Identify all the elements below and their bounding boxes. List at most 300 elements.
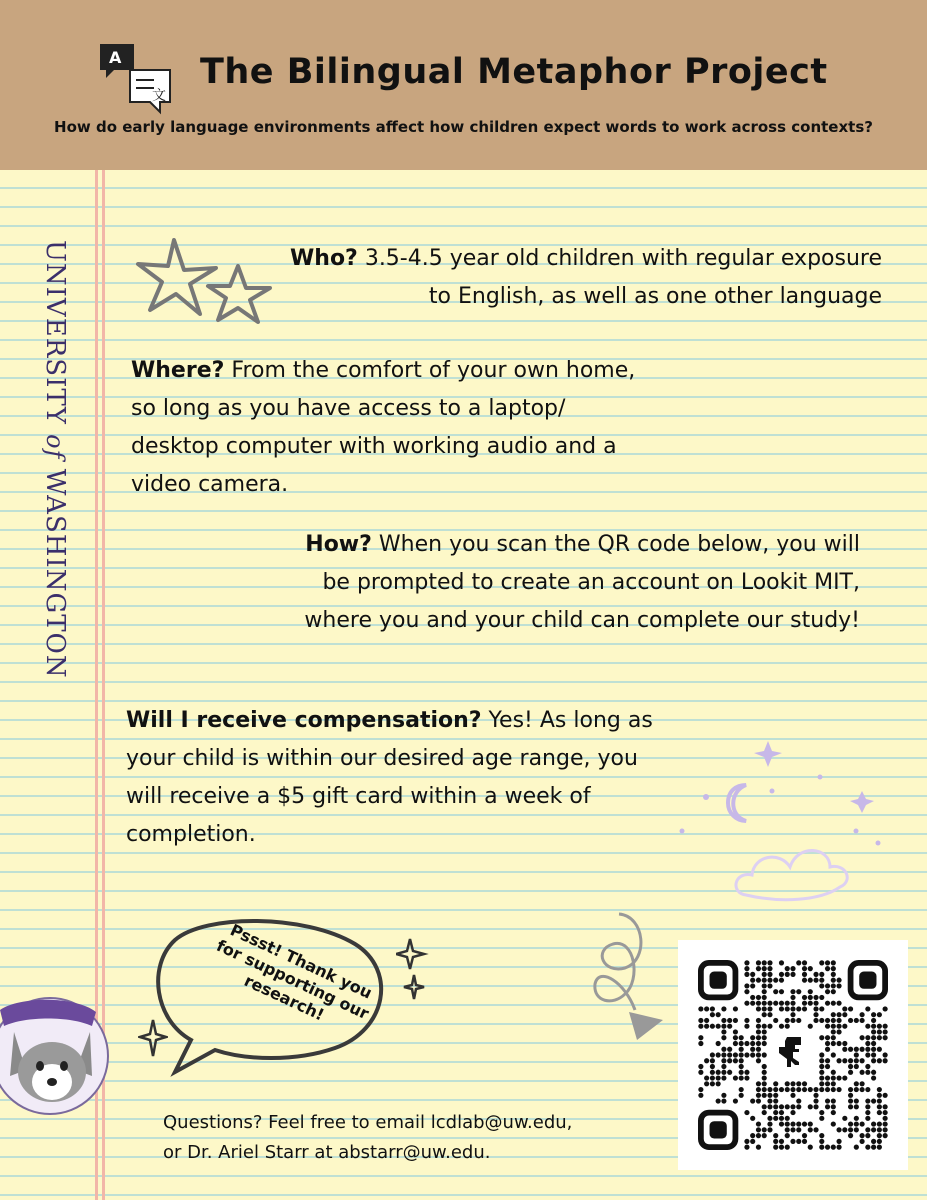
qr-module	[802, 1001, 807, 1006]
qr-module	[762, 960, 767, 965]
qr-module	[704, 1075, 709, 1080]
qr-module	[836, 1029, 841, 1034]
qr-module	[871, 1052, 876, 1057]
qr-module	[762, 983, 767, 988]
qr-module	[790, 1122, 795, 1127]
qr-module	[819, 983, 824, 988]
qr-module	[854, 1087, 859, 1092]
qr-module	[744, 1024, 749, 1029]
qr-module	[831, 1087, 836, 1092]
qr-module	[762, 1127, 767, 1132]
qr-module	[819, 1006, 824, 1011]
qr-module	[854, 1047, 859, 1052]
moon-icon	[728, 785, 746, 821]
qr-module	[750, 1001, 755, 1006]
qr-module	[825, 1098, 830, 1103]
qr-module	[883, 1122, 888, 1127]
qr-module	[842, 1127, 847, 1132]
qr-module	[756, 960, 761, 965]
qr-module	[825, 1035, 830, 1040]
qr-module	[865, 1006, 870, 1011]
qr-module	[773, 1145, 778, 1150]
qr-module	[871, 1070, 876, 1075]
qr-module	[796, 989, 801, 994]
qr-module	[877, 1047, 882, 1052]
qr-module	[802, 1081, 807, 1086]
qr-module	[831, 978, 836, 983]
qr-module	[842, 1024, 847, 1029]
qr-module	[744, 1070, 749, 1075]
qr-module	[871, 1075, 876, 1080]
qr-module	[883, 1110, 888, 1115]
qr-module	[865, 1133, 870, 1138]
qr-module	[721, 1006, 726, 1011]
qr-module	[727, 1052, 732, 1057]
qr-module	[698, 1093, 703, 1098]
qr-module	[819, 1145, 824, 1150]
qr-module	[848, 1087, 853, 1092]
qr-module	[883, 1133, 888, 1138]
qr-module	[871, 1139, 876, 1144]
qr-module	[883, 1127, 888, 1132]
qr-module	[796, 960, 801, 965]
qr-module	[739, 1087, 744, 1092]
qr-module	[756, 1024, 761, 1029]
qr-module	[785, 1116, 790, 1121]
qr-module	[871, 1058, 876, 1063]
qr-module	[756, 1001, 761, 1006]
qr-module	[733, 1058, 738, 1063]
qr-module	[842, 1012, 847, 1017]
qr-module	[744, 1139, 749, 1144]
qr-module	[767, 978, 772, 983]
qr-module	[813, 1001, 818, 1006]
qr-module	[796, 1104, 801, 1109]
qr-module	[825, 1075, 830, 1080]
qr-module	[796, 1139, 801, 1144]
qr-module	[767, 1012, 772, 1017]
qr-module	[860, 1133, 865, 1138]
qr-module	[819, 1081, 824, 1086]
university-label	[20, 240, 70, 730]
qr-module	[756, 1018, 761, 1023]
qr-module	[819, 1139, 824, 1144]
qr-module	[871, 1035, 876, 1040]
qr-module	[877, 1093, 882, 1098]
qr-module	[819, 1087, 824, 1092]
qr-module	[808, 966, 813, 971]
qr-module	[848, 1070, 853, 1075]
qr-module	[779, 1001, 784, 1006]
qr-module	[831, 1029, 836, 1034]
qr-module	[756, 1098, 761, 1103]
qr-module	[883, 1035, 888, 1040]
qr-module	[831, 1052, 836, 1057]
qr-module	[750, 1047, 755, 1052]
qr-module	[762, 1104, 767, 1109]
qr-module	[750, 1139, 755, 1144]
qr-module	[865, 1098, 870, 1103]
qr-module	[831, 1024, 836, 1029]
qr-module	[744, 1052, 749, 1057]
qr-module	[831, 1110, 836, 1115]
qr-module	[877, 1110, 882, 1115]
qr-module	[802, 995, 807, 1000]
qr-module	[790, 1018, 795, 1023]
qr-module	[802, 1122, 807, 1127]
qr-module	[710, 1064, 715, 1069]
qr-code[interactable]	[678, 940, 908, 1170]
qr-module	[762, 1001, 767, 1006]
qr-module	[848, 1006, 853, 1011]
qr-module	[750, 983, 755, 988]
qr-module	[825, 1018, 830, 1023]
qr-module	[785, 1006, 790, 1011]
qr-module	[704, 1006, 709, 1011]
qr-module	[802, 978, 807, 983]
svg-text:A: A	[109, 48, 122, 67]
sparkle-icon	[138, 1018, 168, 1058]
qr-module	[756, 1052, 761, 1057]
qr-module	[854, 1064, 859, 1069]
qr-module	[756, 1047, 761, 1052]
qr-module	[871, 1018, 876, 1023]
qr-module	[825, 1001, 830, 1006]
qr-module	[836, 1075, 841, 1080]
qr-module	[721, 1058, 726, 1063]
qr-module	[756, 1081, 761, 1086]
qr-module	[762, 1006, 767, 1011]
qr-module	[721, 1035, 726, 1040]
qr-module	[802, 1006, 807, 1011]
qr-module	[790, 989, 795, 994]
qr-module	[836, 1018, 841, 1023]
cloud-icon	[736, 850, 847, 899]
university-of: of	[41, 434, 69, 460]
qr-module	[813, 1012, 818, 1017]
qr-module	[871, 1012, 876, 1017]
qr-module	[825, 1064, 830, 1069]
qr-module	[819, 1018, 824, 1023]
qr-module	[813, 1104, 818, 1109]
qr-module	[744, 1001, 749, 1006]
qr-module	[831, 966, 836, 971]
qr-code-card[interactable]	[678, 940, 908, 1170]
qr-module	[813, 1087, 818, 1092]
qr-module	[773, 1104, 778, 1109]
qr-module	[865, 1064, 870, 1069]
qr-module	[831, 1122, 836, 1127]
qr-module	[813, 1093, 818, 1098]
qr-module	[848, 1122, 853, 1127]
qr-module	[854, 1018, 859, 1023]
qr-module	[871, 1029, 876, 1034]
qr-module	[860, 1087, 865, 1092]
qr-module	[698, 1087, 703, 1092]
qr-module	[854, 1116, 859, 1121]
qr-module	[704, 1024, 709, 1029]
where-section	[131, 352, 651, 504]
qr-module	[865, 1104, 870, 1109]
qr-module	[865, 1047, 870, 1052]
qr-module	[739, 1041, 744, 1046]
qr-module	[831, 1012, 836, 1017]
qr-module	[842, 1058, 847, 1063]
qr-module	[756, 1087, 761, 1092]
qr-module	[756, 1122, 761, 1127]
qr-module	[796, 1006, 801, 1011]
qr-module	[744, 1145, 749, 1150]
qr-module	[767, 1093, 772, 1098]
qr-module	[836, 1127, 841, 1132]
qr-module	[785, 1145, 790, 1150]
qr-module	[779, 1116, 784, 1121]
qr-module	[733, 1006, 738, 1011]
qr-module	[825, 1058, 830, 1063]
qr-module	[796, 1127, 801, 1132]
qr-module	[739, 1064, 744, 1069]
qr-module	[819, 1035, 824, 1040]
qr-module	[750, 1052, 755, 1057]
qr-module	[860, 1018, 865, 1023]
qr-module	[883, 1104, 888, 1109]
compensation-text: Yes! As long as your child is within our desired age range, you will receive a $5 gift card within a week of completion.	[126, 708, 653, 847]
qr-module	[865, 1087, 870, 1092]
qr-module	[785, 1127, 790, 1132]
qr-module	[785, 1087, 790, 1092]
qr-module	[727, 1018, 732, 1023]
qr-module	[796, 1081, 801, 1086]
where-text: From the comfort of your own home, so long as you have access to a laptop/ desktop computer with working audio and a video camera.	[131, 358, 636, 497]
qr-module	[785, 1024, 790, 1029]
qr-module	[710, 1081, 715, 1086]
qr-module	[802, 1133, 807, 1138]
qr-module	[698, 1070, 703, 1075]
qr-module	[767, 1087, 772, 1092]
qr-module	[871, 1122, 876, 1127]
qr-module	[727, 1047, 732, 1052]
dinosaur-icon	[779, 1037, 801, 1067]
qr-module	[854, 1104, 859, 1109]
qr-module	[877, 1122, 882, 1127]
qr-module	[854, 1098, 859, 1103]
qr-module	[750, 1035, 755, 1040]
qr-module	[854, 1058, 859, 1063]
svg-text:文: 文	[152, 88, 166, 104]
qr-module	[716, 1052, 721, 1057]
qr-module	[785, 1081, 790, 1086]
qr-module	[819, 972, 824, 977]
qr-module	[779, 1110, 784, 1115]
qr-module	[744, 960, 749, 965]
qr-module	[790, 1001, 795, 1006]
qr-module	[883, 1058, 888, 1063]
qr-module	[865, 1070, 870, 1075]
qr-module	[750, 1133, 755, 1138]
qr-module	[756, 995, 761, 1000]
qr-module	[825, 983, 830, 988]
qr-module	[721, 1070, 726, 1075]
qr-module	[727, 1024, 732, 1029]
qr-module	[750, 1116, 755, 1121]
qr-module	[739, 1093, 744, 1098]
qr-module	[831, 983, 836, 988]
moon-cloud-doodle	[670, 735, 890, 910]
qr-module	[721, 1047, 726, 1052]
qr-module	[865, 1110, 870, 1115]
qr-module	[739, 1047, 744, 1052]
qr-module	[773, 1018, 778, 1023]
qr-module	[744, 983, 749, 988]
qr-module	[842, 1047, 847, 1052]
qr-module	[819, 1133, 824, 1138]
qr-module	[825, 1145, 830, 1150]
qr-module	[802, 966, 807, 971]
qr-module	[744, 972, 749, 977]
qr-module	[785, 966, 790, 971]
qr-module	[710, 1024, 715, 1029]
qr-module	[744, 1041, 749, 1046]
qr-module	[819, 1070, 824, 1075]
qr-module	[733, 1075, 738, 1080]
qr-module	[883, 1024, 888, 1029]
qr-module	[704, 1058, 709, 1063]
qr-module	[825, 966, 830, 971]
qr-module	[865, 1052, 870, 1057]
qr-module	[710, 1052, 715, 1057]
qr-module	[819, 1110, 824, 1115]
qr-module	[756, 966, 761, 971]
qr-module	[802, 1139, 807, 1144]
qr-module	[756, 1093, 761, 1098]
qr-module	[704, 1081, 709, 1086]
qr-module	[865, 1024, 870, 1029]
qr-module	[836, 1145, 841, 1150]
qr-module	[721, 1098, 726, 1103]
qr-module	[848, 1104, 853, 1109]
qr-module	[836, 1139, 841, 1144]
qr-module	[808, 1104, 813, 1109]
qr-module	[860, 1058, 865, 1063]
qr-module	[767, 1127, 772, 1132]
qr-module	[831, 1081, 836, 1086]
qr-module	[836, 1012, 841, 1017]
qr-module	[883, 1093, 888, 1098]
qr-module	[773, 978, 778, 983]
qr-module	[762, 1081, 767, 1086]
qr-module	[756, 1133, 761, 1138]
qr-module	[785, 972, 790, 977]
qr-module	[779, 1139, 784, 1144]
qr-module	[854, 1081, 859, 1086]
qr-module	[877, 1127, 882, 1132]
qr-module	[779, 1087, 784, 1092]
qr-module	[877, 1098, 882, 1103]
qr-module	[808, 1145, 813, 1150]
qr-module	[762, 972, 767, 977]
qr-module	[704, 1018, 709, 1023]
qr-module	[854, 1145, 859, 1150]
qr-module	[865, 1127, 870, 1132]
qr-module	[877, 1145, 882, 1150]
qr-module	[831, 972, 836, 977]
qr-module	[848, 1064, 853, 1069]
qr-module	[883, 1052, 888, 1057]
qr-module	[750, 1041, 755, 1046]
qr-module	[698, 1018, 703, 1023]
qr-module	[831, 1035, 836, 1040]
qr-module	[762, 978, 767, 983]
qr-module	[865, 1041, 870, 1046]
qr-module	[767, 1098, 772, 1103]
qr-module	[808, 978, 813, 983]
qr-module	[877, 1012, 882, 1017]
qr-module	[877, 1035, 882, 1040]
qr-module	[831, 1098, 836, 1103]
qr-module	[698, 1006, 703, 1011]
bubble-text: Pssst! Thank you for supporting our research!	[213, 920, 375, 1025]
qr-module	[831, 1001, 836, 1006]
qr-module	[727, 1070, 732, 1075]
qr-module	[721, 1064, 726, 1069]
qr-module	[813, 1006, 818, 1011]
qr-module	[727, 1058, 732, 1063]
qr-module	[790, 995, 795, 1000]
qr-module	[721, 1018, 726, 1023]
qr-module	[790, 1012, 795, 1017]
qr-module	[860, 1122, 865, 1127]
qr-module	[819, 1064, 824, 1069]
qr-module	[825, 1081, 830, 1086]
qr-module	[744, 1018, 749, 1023]
qr-module	[808, 995, 813, 1000]
qr-module	[762, 1093, 767, 1098]
qr-module	[854, 1052, 859, 1057]
qr-module	[831, 1075, 836, 1080]
qr-module	[842, 1075, 847, 1080]
how-label: How?	[305, 532, 372, 557]
qr-module	[819, 1052, 824, 1057]
contact-line-2: or Dr. Ariel Starr at abstarr@uw.edu.	[163, 1142, 491, 1163]
qr-module	[877, 1133, 882, 1138]
qr-module	[756, 1127, 761, 1132]
qr-module	[779, 960, 784, 965]
qr-module	[767, 1024, 772, 1029]
qr-module	[739, 1075, 744, 1080]
qr-module	[767, 1122, 772, 1127]
qr-module	[790, 1104, 795, 1109]
qr-module	[716, 1070, 721, 1075]
qr-module	[721, 1029, 726, 1034]
qr-module	[808, 989, 813, 994]
qr-module	[785, 1104, 790, 1109]
qr-module	[848, 1018, 853, 1023]
qr-module	[733, 1029, 738, 1034]
qr-module	[877, 1087, 882, 1092]
qr-module	[744, 989, 749, 994]
qr-module	[848, 1058, 853, 1063]
contact-line-1: Questions? Feel free to email lcdlab@uw.edu,	[163, 1112, 573, 1133]
qr-module	[854, 1127, 859, 1132]
qr-module	[877, 1024, 882, 1029]
qr-module	[767, 1104, 772, 1109]
qr-module	[773, 1110, 778, 1115]
qr-module	[710, 1012, 715, 1017]
qr-module	[848, 1093, 853, 1098]
qr-module	[860, 1070, 865, 1075]
qr-module	[836, 1087, 841, 1092]
qr-module	[756, 1058, 761, 1063]
